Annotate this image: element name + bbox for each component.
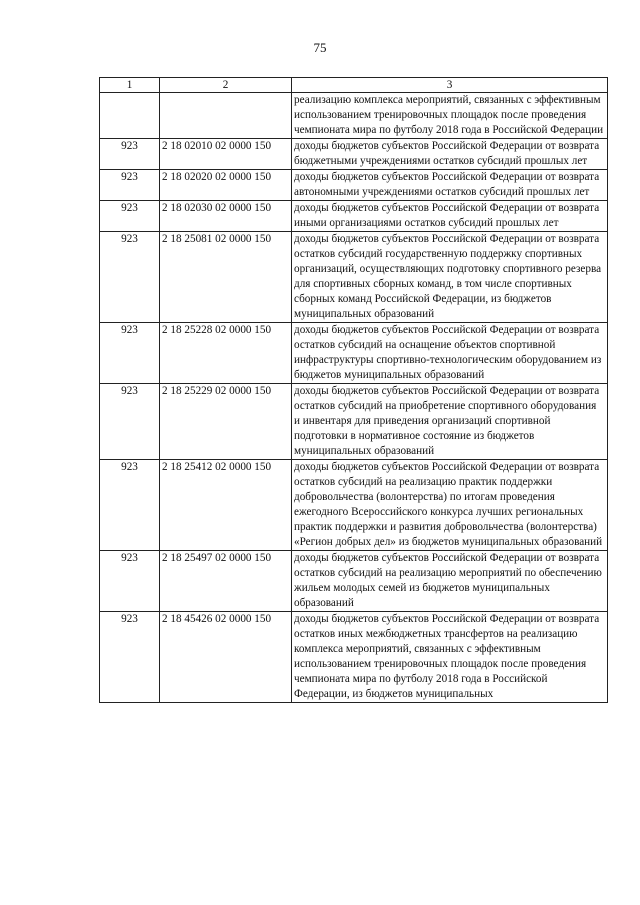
table-row [100,201,608,232]
description-cell: доходы бюджетов субъектов Российской Федерации от возврата автономными учреждениями остатков субсидий прошлых лет [292,170,608,201]
budget-code-cell: 2 18 02010 02 0000 150 [160,139,292,170]
table-row [100,170,608,201]
table-row [100,384,608,460]
budget-code-cell: 2 18 25497 02 0000 150 [160,551,292,612]
budget-code-cell: 2 18 25081 02 0000 150 [160,232,292,323]
description-cell: доходы бюджетов субъектов Российской Федерации от возврата остатков субсидий на оснащение объектов спортивной инфраструктуры спортивно-технологическим оборудованием из бюджетов муниципальных образований [292,323,608,384]
description-cell: доходы бюджетов субъектов Российской Федерации от возврата бюджетными учреждениями остатков субсидий прошлых лет [292,139,608,170]
table-header-row [100,78,608,93]
budget-code-cell: 2 18 25229 02 0000 150 [160,384,292,460]
budget-code-cell: 2 18 02030 02 0000 150 [160,201,292,232]
admin-code-cell: 923 [100,201,160,232]
description-cell: доходы бюджетов субъектов Российской Федерации от возврата иными организациями остатков субсидий прошлых лет [292,201,608,232]
table-row [100,460,608,551]
table-row [100,323,608,384]
description-cell: доходы бюджетов субъектов Российской Федерации от возврата остатков субсидий на приобретение спортивного оборудования и инвентаря для приведения организаций спортивной подготовки в нормативное состояние из бюджетов муниципальных образований [292,384,608,460]
admin-code-cell: 923 [100,323,160,384]
admin-code-cell: 923 [100,232,160,323]
page-number: 75 [313,40,327,55]
description-cell: доходы бюджетов субъектов Российской Федерации от возврата остатков субсидий на реализацию практик поддержки добровольчества (волонтерства) по итогам проведения ежегодного Всероссийского конкурса лучших региональных практик поддержки и развития добровольчества (волонтерства) «Регион добрых дел» из бюджетов муниципальных образований [292,460,608,551]
admin-code-cell: 923 [100,139,160,170]
table-row [100,139,608,170]
description-cell: доходы бюджетов субъектов Российской Федерации от возврата остатков субсидий на реализацию мероприятий по обеспечению жильем молодых семей из бюджетов муниципальных образований [292,551,608,612]
column-header-1: 1 [100,78,160,93]
column-header-3: 3 [292,78,608,93]
table-row [100,232,608,323]
admin-code-cell: 923 [100,170,160,201]
budget-code-cell: 2 18 25228 02 0000 150 [160,323,292,384]
description-cell: доходы бюджетов субъектов Российской Федерации от возврата остатков субсидий государственную поддержку спортивных организаций, осуществляющих подготовку спортивного резерва для спортивных сборных команд, в том числе спортивных сборных команд Российской Федерации, из бюджетов муниципальных образований [292,232,608,323]
budget-code-cell [160,93,292,139]
description-cell: реализацию комплекса мероприятий, связанных с эффективным использованием тренировочных площадок после проведения чемпионата мира по футболу 2018 года в Российской Федерации [292,93,608,139]
description-cell: доходы бюджетов субъектов Российской Федерации от возврата остатков иных межбюджетных трансфертов на реализацию комплекса мероприятий, связанных с эффективным использованием тренировочных площадок после проведения чемпионата мира по футболу 2018 года в Российской Федерации, из бюджетов муниципальных [292,612,608,703]
admin-code-cell: 923 [100,460,160,551]
table-row [100,93,608,139]
admin-code-cell: 923 [100,384,160,460]
table-row [100,612,608,703]
budget-codes-table [99,77,608,703]
budget-code-cell: 2 18 02020 02 0000 150 [160,170,292,201]
admin-code-cell [100,93,160,139]
column-header-2: 2 [160,78,292,93]
budget-code-cell: 2 18 25412 02 0000 150 [160,460,292,551]
table-row [100,551,608,612]
admin-code-cell: 923 [100,551,160,612]
admin-code-cell: 923 [100,612,160,703]
budget-code-cell: 2 18 45426 02 0000 150 [160,612,292,703]
